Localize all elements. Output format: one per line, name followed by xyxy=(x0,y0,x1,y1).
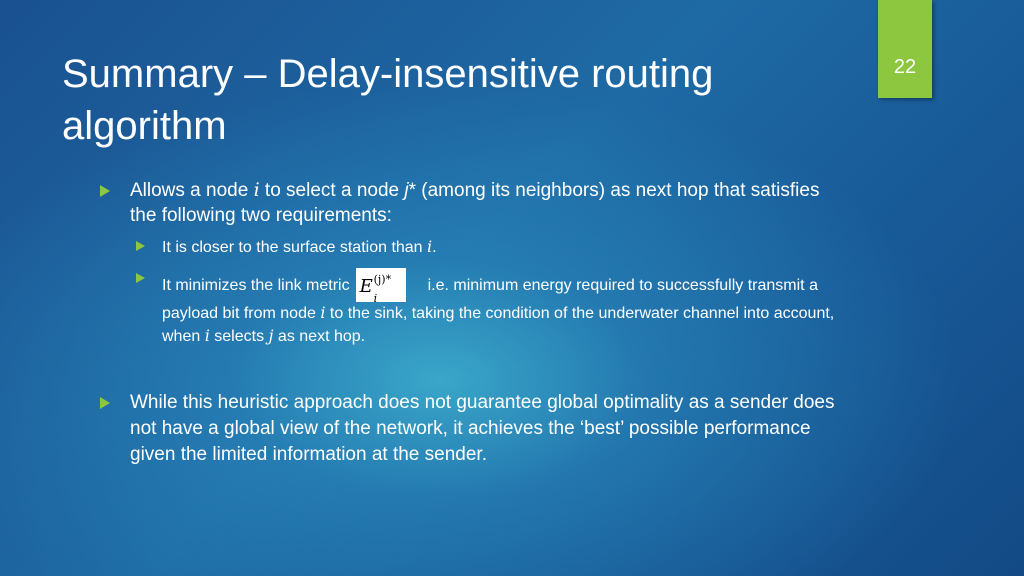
bullet-text: to select a node xyxy=(259,180,405,201)
sub-bullet-arrow-icon xyxy=(136,241,145,251)
sub-bullet-item-1 xyxy=(136,236,840,258)
variable-i: i xyxy=(320,303,326,322)
bullet-text: i.e. minimum energy required to successfully transmit a payload bit from node xyxy=(162,277,818,322)
link-metric-formula xyxy=(356,268,406,305)
bullet-text: Allows a node xyxy=(130,180,254,201)
formula-subscript: i xyxy=(373,292,378,305)
formula-base: E xyxy=(359,276,373,297)
bullet-arrow-icon xyxy=(100,185,110,197)
formula-superscript: (j)* xyxy=(373,273,392,286)
bullet-item-1 xyxy=(100,178,840,228)
bullet-list xyxy=(100,178,840,468)
bullet-arrow-icon xyxy=(100,397,110,409)
bullet-text: to the sink, taking the condition of the underwater channel into account, when xyxy=(162,305,835,345)
variable-j: j xyxy=(404,180,409,201)
bullet-text: While this heuristic approach does not guarantee global optimality as a sender does not have a global view of the network, it achieves the ‘best’ possible performance given the limited information at the sender. xyxy=(130,392,835,465)
variable-j: j xyxy=(268,326,274,345)
sub-bullet-item-2 xyxy=(136,268,840,348)
variable-i: i xyxy=(253,179,260,201)
bullet-text: . xyxy=(432,239,437,256)
bullet-text: It is closer to the surface station than xyxy=(162,239,428,256)
slide-title: Summary – Delay-insensitive routing algorithm xyxy=(62,52,714,148)
bullet-text: as next hop. xyxy=(273,328,366,345)
sub-bullet-arrow-icon xyxy=(136,273,145,283)
page-number: 22 xyxy=(893,56,917,78)
bullet-text: It minimizes the link metric xyxy=(162,277,350,294)
bullet-item-2 xyxy=(100,390,840,468)
bullet-text: selects xyxy=(209,328,269,345)
page-number-tab xyxy=(878,0,932,98)
variable-i: i xyxy=(427,237,433,256)
bullet-text: * (among its neighbors) as next hop that satisfies the following two requirements: xyxy=(130,180,820,226)
variable-i: i xyxy=(204,326,210,345)
